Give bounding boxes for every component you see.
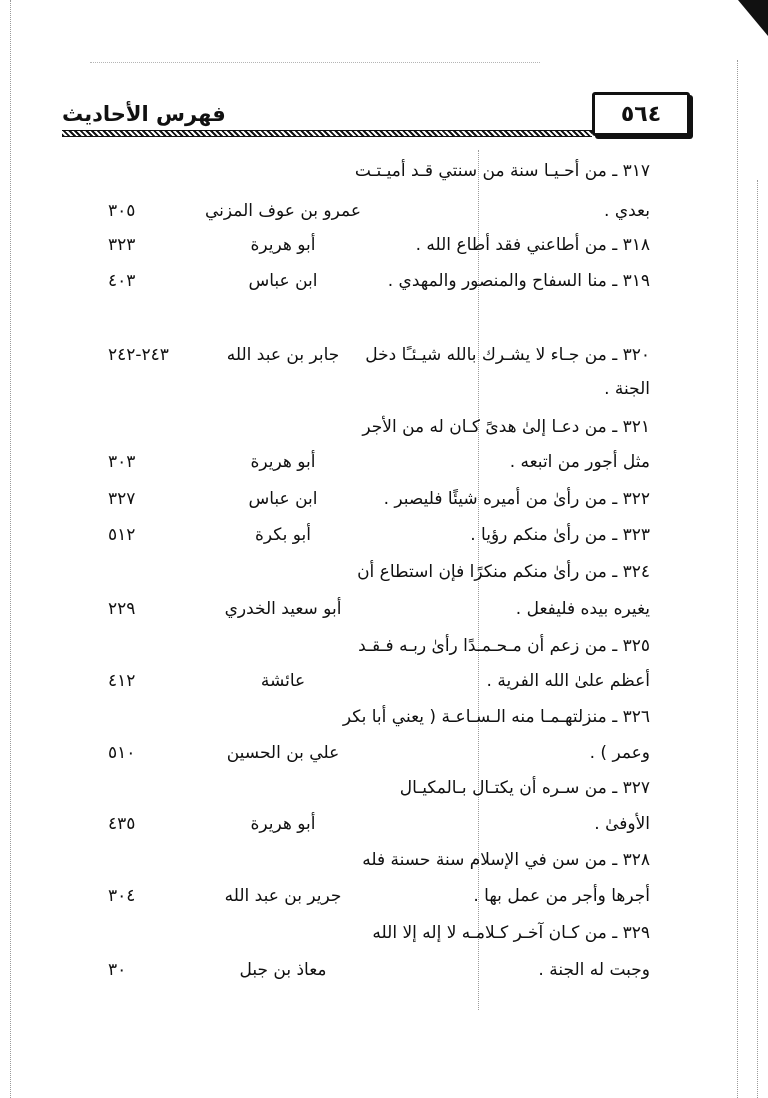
entry-narrator: عائشة bbox=[260, 671, 306, 691]
entry-narrator: ابن عباس bbox=[248, 489, 318, 509]
page-title: فهرس الأحاديث bbox=[62, 102, 226, 126]
entry-narrator: أبو سعيد الخدري bbox=[224, 599, 342, 619]
entry-text-line: ٣٢٢ ـ من رأىٰ من أميره شيئًا فليصبر . bbox=[383, 489, 650, 509]
entry-text-line: ٣١٨ ـ من أطاعني فقد أطاع الله . bbox=[415, 235, 650, 255]
entry-text-line: ٣١٧ ـ من أحـيـا سنة من سنتي قـد أميـتـت bbox=[354, 161, 650, 181]
entry-narrator: جرير بن عبد الله bbox=[224, 886, 342, 906]
entry-page-ref: ٥١٠ bbox=[108, 743, 136, 763]
entry-narrator: علي بن الحسين bbox=[226, 743, 340, 763]
entry-narrator: أبو هريرة bbox=[250, 235, 316, 255]
entry-text-line: ٣١٩ ـ منا السفاح والمنصور والمهدي . bbox=[387, 271, 650, 291]
entry-text-line: ٣٢٠ ـ من جـاء لا يشـرك بالله شيـئـًا دخل bbox=[365, 345, 650, 365]
entry-text-line: أجرها وأجر من عمل بها . bbox=[473, 886, 650, 906]
entry-page-ref: ٥١٢ bbox=[108, 525, 136, 545]
entry-page-ref: ٤١٢ bbox=[108, 671, 136, 691]
entry-page-ref: ٤٠٣ bbox=[108, 271, 136, 291]
entry-page-ref: ٣٠ bbox=[108, 960, 127, 980]
entry-narrator: أبو هريرة bbox=[250, 814, 316, 834]
entry-narrator: أبو بكرة bbox=[254, 525, 312, 545]
entry-text-line: مثل أجور من اتبعه . bbox=[509, 452, 650, 472]
entry-narrator: أبو هريرة bbox=[250, 452, 316, 472]
entry-text-line: ٣٢٩ ـ من كـان آخـر كـلامـه لا إله إلا الله bbox=[372, 923, 650, 943]
entry-page-ref: ٣٠٤ bbox=[108, 886, 136, 906]
entry-page-ref: ٣٢٧ bbox=[108, 489, 136, 509]
entry-narrator: ابن عباس bbox=[248, 271, 318, 291]
entry-text-line: ٣٢٧ ـ من سـره أن يكتـال بـالمكيـال bbox=[399, 778, 650, 798]
entry-page-ref: ٤٣٥ bbox=[108, 814, 136, 834]
page-number: ٥٦٤ bbox=[620, 101, 662, 127]
entry-text-line: ٣٢١ ـ من دعـا إلىٰ هدىً كـان له من الأجر bbox=[362, 417, 650, 437]
entry-text-line: بعدي . bbox=[604, 201, 650, 221]
entry-page-ref: ٣٠٣ bbox=[108, 452, 136, 472]
entry-text-line: ٣٢٦ ـ منزلتهـمـا منه الـسـاعـة ( يعني أبا بكر bbox=[342, 707, 650, 727]
entry-narrator: معاذ بن جبل bbox=[239, 960, 327, 980]
entry-text-line: وعمر ) . bbox=[589, 743, 650, 763]
entry-text-line: وجبت له الجنة . bbox=[538, 960, 650, 980]
entry-text-line: الأوفىٰ . bbox=[594, 814, 650, 834]
entry-text-line: يغيره بيده فليفعل . bbox=[515, 599, 650, 619]
entry-narrator: عمرو بن عوف المزني bbox=[204, 201, 361, 221]
entry-text-line: ٣٢٤ ـ من رأىٰ منكم منكرًا فإن استطاع أن bbox=[357, 562, 650, 582]
entry-page-ref: ٢٢٩ bbox=[108, 599, 136, 619]
entry-text-line: ٣٢٣ ـ من رأىٰ منكم رؤيا . bbox=[470, 525, 650, 545]
entry-page-ref: ٢٤٣-٢٤٢ bbox=[108, 345, 169, 365]
entry-text-line: الجنة . bbox=[604, 379, 650, 399]
entry-page-ref: ٣٠٥ bbox=[108, 201, 136, 221]
entry-page-ref: ٣٢٣ bbox=[108, 235, 136, 255]
entry-text-line: ٣٢٥ ـ من زعم أن مـحـمـدًا رأىٰ ربـه فـقـد bbox=[358, 636, 650, 656]
entry-text-line: ٣٢٨ ـ من سن في الإسلام سنة حسنة فله bbox=[362, 850, 650, 870]
entry-text-line: أعظم علىٰ الله الفرية . bbox=[486, 671, 650, 691]
entry-narrator: جابر بن عبد الله bbox=[226, 345, 340, 365]
